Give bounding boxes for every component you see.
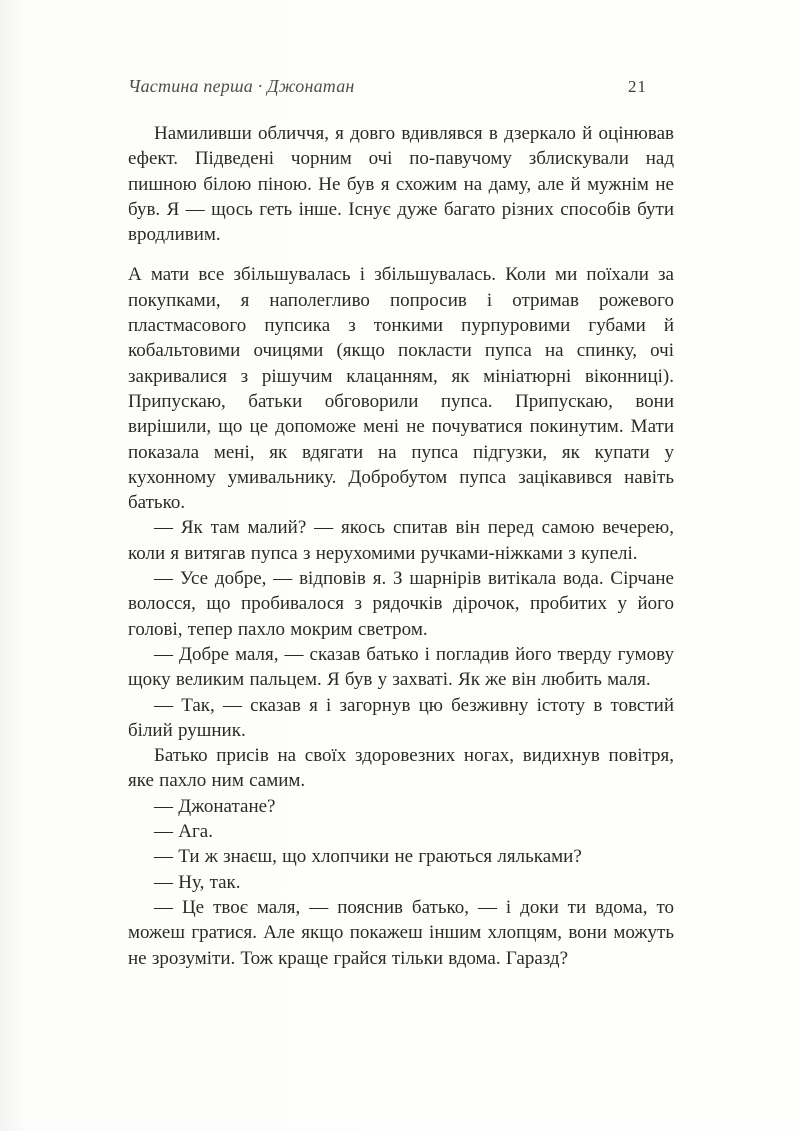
paragraph: — Усе добре, — відповів я. З шарнірів витікала вода. Сірчане волосся, що пробивалося з рядочків дірочок, пробитих у його голові, тепер пахло мокрим светром. xyxy=(128,568,674,640)
paragraph: А мати все збільшувалась і збільшувалась. Коли ми поїхали за покупками, я наполегливо попросив і отримав рожевого пластмасового пупсика з тонкими пурпуровими губами й кобальтовими очицями (якщо покласти пупса на спинку, очі закривалися з рішучим клацанням, як мініатюрні віконниці). Припускаю, батьки обговорили пупса. Припускаю, вони вирішили, що це допоможе мені не почуватися покинутим. Мати показала мені, як вдягати на пупса підгузки, як купати у кухонному умивальнику. Добробутом пупса зацікавився навіть батько. xyxy=(128,264,674,514)
paragraph: — Ну, так. xyxy=(154,871,241,893)
paragraph: — Так, — сказав я і загорнув цю безживну істоту в товстий білий рушник. xyxy=(128,694,674,741)
paragraph: Намиливши обличчя, я довго вдивлявся в дзеркало й оцінював ефект. Підведені чорним очі по-павучому зблискували над пишною білою піною. Не був я схожим на даму, але й мужнім не був. Я — щось геть інше. Існує дуже багато різних способів бути вродливим. xyxy=(128,123,674,246)
text-column xyxy=(128,121,674,971)
paragraph: — Джонатане? xyxy=(154,795,276,817)
paragraph: — Як там малий? — якось спитав він перед самою вечерею, коли я витягав пупса з нерухомими ручками-ніжками з купелі. xyxy=(128,517,674,564)
paragraph: — Ти ж знаєш, що хлопчики не граються ляльками? xyxy=(154,846,582,868)
paragraph: — Це твоє маля, — пояснив батько, — і доки ти вдома, то можеш гратися. Але якщо покажеш іншим хлопцям, вони можуть не зрозуміти. Тож краще грайся тільки вдома. Гаразд? xyxy=(128,896,674,969)
page-number: 21 xyxy=(628,77,647,96)
paragraph: — Добре маля, — сказав батько і погладив його тверду гумову щоку великим пальцем. Я був у захваті. Як же він любить маля. xyxy=(128,643,674,691)
paragraph: Батько присів на своїх здоровезних ногах, видихнув повітря, яке пахло ним самим. xyxy=(128,745,674,792)
running-title: Частина перша · Джонатан xyxy=(128,76,355,96)
paragraph: — Ага. xyxy=(154,821,213,843)
running-header xyxy=(128,76,674,97)
